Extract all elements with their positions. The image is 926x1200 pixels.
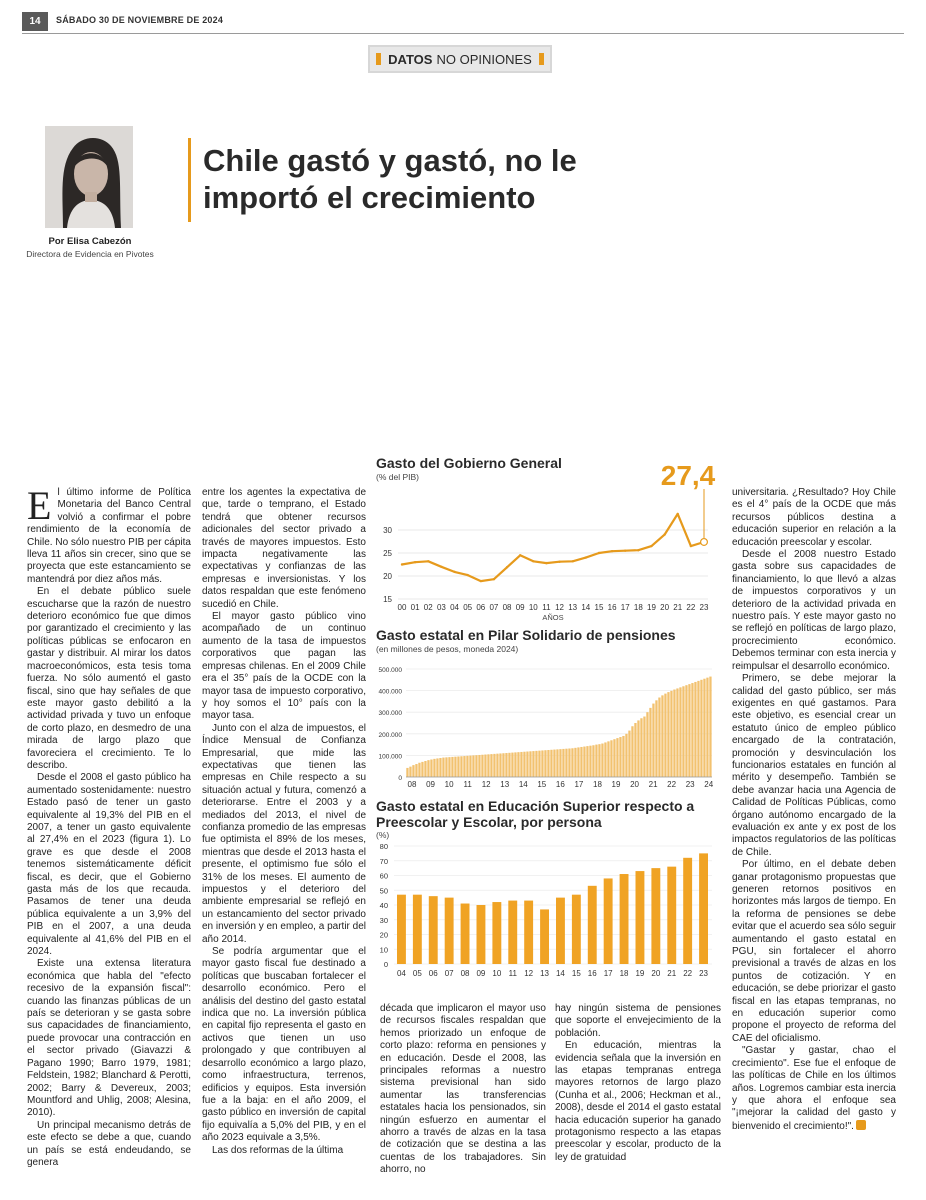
chart2-bar: [631, 726, 633, 777]
chart1-point: [651, 546, 652, 547]
chart1-point: [480, 580, 481, 581]
paragraph: Las dos reformas de la última: [212, 1144, 344, 1156]
chart1-point: [611, 551, 612, 552]
chart1-x-tick-label: 20: [660, 603, 670, 612]
chart2-bar: [679, 687, 681, 777]
chart3-bar: [604, 878, 613, 964]
article-column-4: [555, 1003, 721, 1164]
chart2-y-tick-label: 400.000: [378, 688, 402, 696]
chart2-bar: [697, 681, 699, 777]
chart2-bar: [595, 745, 597, 777]
chart2-bar: [457, 756, 459, 777]
chart3-bar: [636, 871, 645, 964]
chart1-point: [625, 550, 626, 551]
chart2-bar: [646, 712, 648, 777]
paragraph: El mayor gasto público vino acompañado de un continuo aumento de la tasa de impuestos corporativos que pagan las empresas chilenas. En el 2009 Chile era el 35° país de la OCDE con la mayor tasa de impuesto corporativo, y hoy somos el 10° país con la mayor tasa.: [202, 611, 366, 722]
chart1-point: [467, 574, 468, 575]
chart1-x-axis-label: AÑOS: [542, 613, 564, 622]
chart1-point: [533, 561, 534, 562]
chart2-bar: [580, 747, 582, 777]
chart2-bar: [601, 744, 603, 777]
chart3-x-tick-label: 12: [524, 969, 534, 978]
chart2-bar: [556, 749, 558, 777]
paragraph: Junto con el alza de impuestos, el Índice Mensual de Confianza Empresarial, que mide las expectativas que tienen las empresas en Chile respecto a su situación actual y futura, comenzó a deteriorarse. Entre el 2003 y a mediados del 2013, el nivel de confianza promedio de las empresas fue optimista el 89% de los meses, mientras que desde el 2013 hasta el presente, el optimismo fue sólo el 31% de los meses. El aumento de impuestos y el deterioro del ambiente empresarial se reflejó en un estancamiento del sector privado en inversión y en empleo, a partir del año 2014.: [202, 722, 366, 945]
chart3-bar: [492, 902, 501, 964]
chart2-bar: [472, 755, 474, 777]
issue-date: SÁBADO 30 DE NOVIEMBRE DE 2024: [56, 15, 224, 25]
chart3-bar: [556, 898, 565, 964]
chart1-line-chart: [372, 455, 720, 625]
chart2-bar: [583, 747, 585, 777]
chart1-x-tick-label: 02: [423, 603, 433, 612]
chart2-x-tick-label: 13: [500, 780, 510, 789]
chart3-x-tick-label: 04: [396, 969, 406, 978]
chart2-bar: [700, 680, 702, 777]
chart2-x-tick-label: 15: [537, 780, 547, 789]
chart2-bar: [655, 700, 657, 777]
chart2-x-tick-label: 21: [648, 780, 658, 789]
chart2-bar: [433, 759, 435, 777]
chart3-subtitle: (%): [376, 830, 390, 840]
chart2-x-tick-label: 09: [426, 780, 435, 789]
chart2-x-tick-label: 12: [481, 780, 491, 789]
chart1-point: [585, 557, 586, 558]
chart2-bar: [502, 753, 504, 777]
section-label-bold: DATOS: [388, 51, 433, 67]
chart2-bar: [415, 764, 417, 777]
chart2-bar: [517, 752, 519, 777]
chart3-bar: [683, 858, 692, 964]
chart1-subtitle: (% del PIB): [376, 472, 419, 482]
chart3-bar: [413, 895, 422, 964]
chart3-y-tick-label: 30: [379, 915, 388, 925]
chart2-bar: [682, 686, 684, 777]
chart2-bar: [568, 748, 570, 777]
chart3-x-tick-label: 08: [460, 969, 470, 978]
chart2-bar: [658, 698, 660, 777]
chart2-bar: [607, 741, 609, 777]
chart2-bar: [667, 692, 669, 777]
chart1-point: [454, 571, 455, 572]
chart2-x-tick-label: 14: [518, 780, 528, 789]
chart2-y-tick-label: 500.000: [378, 667, 402, 674]
chart3-x-tick-label: 10: [492, 969, 502, 978]
author-role: Directora de Evidencia en Pivotes: [26, 249, 154, 259]
chart2-bar: [673, 690, 675, 777]
chart1-x-tick-label: 13: [568, 603, 578, 612]
chart3-bar: [620, 874, 629, 964]
paragraph: Existe una extensa literatura económica que habla del "efecto recesivo de la expansión fiscal": cuando las finanzas públicas de un país se deterioran y se gasta sobre sus capacidades de financiamiento, puede provocar una contracción en el sector privado (Giavazzi & Pagano 1990; Barro 1979, 1981; Feldstein, 1982; Blanchard & Perotti, 2002; Barry & Devereux, 2003; Mountford and Uhlig, 2008; Alesina, 2010).: [27, 958, 191, 1119]
chart1-x-tick-label: 07: [489, 603, 499, 612]
chart2-bar: [463, 756, 465, 777]
chart2-bar: [505, 753, 507, 777]
chart2-x-tick-label: 17: [574, 780, 584, 789]
page-number: 14: [22, 12, 48, 31]
chart1-y-tick-label: 20: [383, 572, 392, 581]
chart2-bar: [544, 750, 546, 777]
chart2-bar: [592, 745, 594, 777]
chart3-y-tick-label: 70: [379, 856, 388, 866]
chart3-y-tick-label: 40: [379, 901, 388, 910]
chart2-bar: [541, 750, 543, 777]
chart1-point: [428, 561, 429, 562]
title-accent-bar: [188, 138, 191, 222]
chart1-point: [441, 566, 442, 567]
chart3-bar: [524, 901, 533, 964]
paragraph: década que implicaron el mayor uso de recursos fiscales respaldan que hemos priorizado un enfoque de corto plazo: reforma en pensiones y en educación. Desde el 2008, las principales reformas a nuestro sistema previsional han sido aumentar las transferencias estatales hacia los pensionados, sin ningún esfuerzo en aumentar el ahorro a través de alzas en la tasa de cotización que se destina a las cuentas de los trabajadores. Sin ahorro, no: [380, 1003, 546, 1176]
chart2-bar: [574, 748, 576, 777]
chart2-bar: [562, 749, 564, 777]
chart1-x-tick-label: 03: [436, 603, 446, 612]
chart2-bar: [520, 752, 522, 777]
chart1-point: [506, 567, 507, 568]
chart3-y-tick-label: 20: [379, 930, 388, 940]
chart3-bar: [651, 868, 660, 964]
paragraph: El último informe de Política Monetaria del Banco Central volvió a confirmar el pobre rendimiento de la economía de Chile. No sólo nuestro PIB per cápita lleva 11 años sin crecer, sino que se proyecta que este estancamiento se mantendrá por diez años más.: [27, 483, 191, 585]
chart1-point: [690, 546, 691, 547]
article-column-1: [27, 483, 191, 1169]
page-header: [22, 12, 904, 34]
author-photo: [45, 126, 133, 228]
chart3-title: Gasto estatal en Educación Superior respecto a Preescolar y Escolar, por persona: [376, 798, 695, 830]
paragraph: En educación, mientras la evidencia señala que la inversión en las etapas tempranas entrega mayores retornos de largo plazo (Cunha et al., 2006; Heckman et al., 2008), desde el 2014 el gasto estatal hacia educación superior ha ganado protagonismo respecto a las etapas preescolar y escolar, producto de la ley de gratuidad: [555, 1040, 721, 1163]
chart3-bar: [461, 904, 470, 964]
chart2-y-tick-label: 300.000: [378, 710, 402, 718]
chart2-bar: [508, 753, 510, 777]
chart2-bar: [703, 679, 705, 777]
article-headline: Chile gastó y gastó, no le importó el crecimiento: [203, 143, 577, 215]
chart2-x-tick-label: 24: [704, 780, 714, 789]
chart2-bar: [424, 761, 426, 777]
chart2-y-tick-label: 0: [398, 775, 402, 782]
chart1-x-tick-label: 10: [528, 603, 538, 612]
chart2-bar: [532, 751, 534, 777]
chart2-bar: [571, 748, 573, 777]
chart2-bar: [676, 688, 678, 777]
chart1-point: [701, 539, 708, 546]
chart2-bar: [454, 757, 456, 777]
chart2-bar: [598, 744, 600, 777]
chart2-bar: [664, 694, 666, 777]
chart3-x-tick-label: 13: [540, 969, 550, 978]
chart2-x-tick-label: 23: [685, 780, 695, 789]
chart2-bar: [538, 751, 540, 777]
chart2-bar: [688, 684, 690, 777]
chart1-x-tick-label: 17: [620, 603, 630, 612]
chart2-bar: [442, 758, 444, 777]
paragraph: universitaria. ¿Resultado? Hoy Chile es el 4° país de la OCDE que más recursos públicos destina a educación superior en relación a la educación preescolar y escolar.: [732, 487, 896, 548]
chart3-bar: [699, 853, 708, 964]
chart1-point: [493, 579, 494, 580]
chart2-bar: [685, 685, 687, 777]
chart1-x-tick-label: 01: [410, 603, 420, 612]
chart2-bar: [691, 683, 693, 777]
chart2-bar: [610, 740, 612, 777]
chart2-x-tick-label: 18: [593, 780, 602, 789]
chart3-bar: [588, 886, 597, 964]
chart2-bar: [484, 755, 486, 777]
chart3-bar: [429, 896, 438, 964]
chart1-x-tick-label: 15: [594, 603, 604, 612]
chart2-bar: [709, 677, 711, 777]
chart2-x-tick-label: 20: [630, 780, 639, 789]
chart3-bar: [667, 867, 676, 964]
chart2-bar: [547, 750, 549, 777]
chart2-bar: [496, 754, 498, 777]
chart1-x-tick-label: 04: [450, 603, 459, 612]
chart1-y-tick-label: 15: [383, 595, 392, 604]
chart2-bar: [604, 742, 606, 777]
paragraph: Desde el 2008 nuestro Estado gasta sobre sus capacidades de financiamiento, lo que llevó a alzas de impuestos corporativos y un deterioro de la actividad privada en nuestro país. Y este mayor gasto no se reflejó en políticas de largo plazo, procrecimiento económico. Debemos terminar con esta inercia y reimpulsar el desarrollo económico.: [732, 549, 896, 672]
chart2-bar: [439, 758, 441, 777]
paragraph: hay ningún sistema de pensiones que soporte el envejecimiento de la población.: [555, 1003, 721, 1039]
chart2-bar: [436, 758, 438, 777]
chart1-highlight-label: 27,4: [660, 460, 716, 491]
chart2-bar: [406, 768, 408, 777]
chart1-point: [572, 561, 573, 562]
chart1-x-tick-label: 12: [555, 603, 565, 612]
chart1-x-tick-label: 22: [686, 603, 696, 612]
chart2-bar: [487, 754, 489, 777]
chart2-x-tick-label: 08: [407, 780, 417, 789]
chart1-point: [401, 564, 402, 565]
chart2-bar: [430, 760, 432, 777]
chart2-x-tick-label: 19: [611, 780, 621, 789]
chart2-bar: [499, 753, 501, 777]
chart1-x-tick-label: 08: [502, 603, 512, 612]
chart2-bar: [445, 757, 447, 777]
chart1-series-line: [402, 514, 704, 581]
chart3-x-tick-label: 16: [587, 969, 597, 978]
chart2-bar: [586, 746, 588, 777]
chart1-x-tick-label: 23: [699, 603, 709, 612]
chart2-bar: [448, 757, 450, 777]
chart1-x-tick-label: 09: [515, 603, 525, 612]
chart2-bar: [637, 720, 639, 777]
chart2-bar: [661, 695, 663, 777]
chart1-y-tick-label: 25: [383, 549, 392, 558]
article-column-5: [732, 487, 896, 1133]
chart2-bar: [535, 751, 537, 777]
end-mark-icon: [856, 1120, 866, 1130]
author-name: Por Elisa Cabezón: [48, 236, 132, 247]
chart2-bar: [493, 754, 495, 777]
chart3-x-tick-label: 07: [444, 969, 454, 978]
chart2-bar: [589, 746, 591, 777]
chart3-x-tick-label: 17: [603, 969, 613, 978]
chart3-bar: [445, 898, 454, 964]
chart2-bar: [421, 762, 423, 777]
chart2-bar: [478, 755, 480, 777]
chart1-x-tick-label: 05: [463, 603, 473, 612]
chart3-x-tick-label: 18: [619, 969, 629, 978]
chart2-bar-chart: [372, 655, 720, 793]
paragraph: Por último, en el debate deben ganar protagonismo propuestas que generen retornos positivos en horizontes más largos de tiempo. En la reforma de pensiones se debe evitar que el acuerdo sea sólo seguir aumentando el gasto estatal en PGU, sin fortalecer el ahorro previsional a través de alzas en los puntos de cotización. Y en educación, se debe priorizar el gasto fiscal en las etapas tempranas, no en educación superior como propone el proyecto de reforma del CAE del oficialismo.: [732, 859, 896, 1044]
chart2-bar: [625, 734, 627, 777]
chart2-bar: [652, 704, 654, 777]
chart1-point: [664, 534, 665, 535]
chart3-y-tick-label: 0: [383, 960, 388, 969]
chart2-bar: [559, 749, 561, 777]
chart2-bar: [613, 739, 615, 777]
chart1-x-tick-label: 14: [581, 603, 591, 612]
chart2-bar: [529, 751, 531, 777]
chart2-bar: [466, 756, 468, 777]
chart2-x-tick-label: 22: [667, 780, 677, 789]
chart2-bar: [511, 753, 513, 777]
chart2-subtitle: (en millones de pesos, moneda 2024): [376, 644, 519, 654]
chart2-bar: [475, 755, 477, 777]
chart3-x-tick-label: 14: [555, 969, 565, 978]
chart2-x-tick-label: 10: [444, 780, 454, 789]
chart2-bar: [526, 752, 528, 777]
chart3-bar-chart: [372, 838, 720, 988]
chart1-x-tick-label: 21: [673, 603, 683, 612]
chart2-bar: [694, 682, 696, 777]
chart1-point: [638, 550, 639, 551]
paragraph: En el debate público suele escucharse que la razón de nuestro deterioro económico fue que dimos por garantizado el crecimiento y las políticas públicas se enfocaron en gastar y distribuir. Al mirar los datos macroeconómicos, esta tesis toma fuerza. No sólo aumentó el gasto fiscal, sino que hay señales de que este mayor gasto debilitó a la actividad privada y tuvo un enfoque de corto plazo, en desmedro de una mirada de largo plazo que favoreciera el crecimiento. Te lo describo.: [27, 586, 191, 771]
chart2-x-tick-label: 11: [463, 780, 472, 789]
chart2-y-tick-label: 200.000: [378, 731, 402, 739]
paragraph: "Gastar y gastar, chao el crecimiento". Ese fue el enfoque de las políticas de Chile en los últimos años. Logremos cambiar esta inercia y que ahora el enfoque sea "¡mejorar la calidad del gasto y bienvenido el crecimiento!".: [732, 1045, 896, 1132]
chart2-bar: [469, 756, 471, 777]
chart2-bar: [619, 737, 621, 777]
paragraph: Un principal mecanismo detrás de este efecto se debe a que, cuando un país se está endeudando, se genera: [27, 1119, 191, 1168]
chart3-x-tick-label: 11: [508, 969, 517, 978]
chart2-bar: [523, 752, 525, 777]
chart2-bar: [514, 752, 516, 777]
chart1-x-tick-label: 18: [633, 603, 643, 612]
chart1-point: [677, 513, 678, 514]
chart3-y-tick-label: 80: [379, 842, 388, 851]
drop-cap: E: [27, 483, 52, 528]
chart3-x-tick-label: 19: [635, 969, 645, 978]
chart3-y-tick-label: 10: [379, 945, 388, 955]
chart2-x-tick-label: 16: [555, 780, 565, 789]
chart2-y-tick-label: 100.000: [378, 753, 402, 761]
chart1-x-tick-label: 16: [607, 603, 617, 612]
chart1-x-tick-label: 00: [397, 603, 407, 612]
paragraph: Se podría argumentar que el mayor gasto fiscal fue destinado a políticas que buscaban fortalecer el desarrollo económico. Pero el análisis del destino del gasto estatal indica que no. La inversión pública en capital fijo representa el gasto en activos que tienen un uso prolongado y que contribuyen al desarrollo económico a largo plazo, como infraestructura, terrenos, edificios y equipos. Esta inversión fue a la baja: en el año 2009, el gasto público en inversión de capital fijo equivalía a 5,0% del PIB, y en el año 2023 equivale a 3,5%.: [202, 946, 366, 1144]
chart3-bar: [572, 895, 581, 964]
chart2-bar: [640, 718, 642, 777]
chart3-bar: [540, 909, 549, 964]
chart2-bar: [577, 747, 579, 777]
chart3-x-tick-label: 20: [651, 969, 661, 978]
chart1-point: [520, 555, 521, 556]
chart3-x-tick-label: 22: [683, 969, 693, 978]
chart2-bar: [565, 749, 567, 777]
chart3-bar: [397, 895, 406, 964]
chart1-point: [559, 561, 560, 562]
chart3-bar: [477, 905, 486, 964]
chart3-bar: [508, 901, 517, 964]
paragraph: entre los agentes la expectativa de que, tarde o temprano, el Estado tendrá que obtener recursos adicionales del sector privado a través de mayores impuestos. Esto impacta negativamente las expectativas y confianzas de las empresas e inversionistas. Y los datos respaldan que este fenómeno sucedió en Chile.: [202, 487, 366, 610]
article-column-2: [202, 487, 366, 1157]
chart3-y-tick-label: 60: [379, 871, 388, 881]
chart3-y-tick-label: 50: [379, 886, 388, 896]
chart2-bar: [706, 678, 708, 777]
chart2-title: Gasto estatal en Pilar Solidario de pensiones: [376, 627, 676, 643]
chart2-bar: [550, 750, 552, 777]
article-column-3: [380, 1003, 546, 1177]
chart1-title: Gasto del Gobierno General: [376, 455, 562, 471]
chart3-x-tick-label: 15: [571, 969, 581, 978]
chart1-x-tick-label: 19: [647, 603, 656, 612]
chart2-bar: [481, 755, 483, 777]
chart2-bar: [643, 717, 645, 777]
chart2-bar: [628, 731, 630, 777]
chart3-x-tick-label: 06: [428, 969, 438, 978]
chart1-x-tick-label: 11: [542, 603, 551, 612]
chart1-point: [598, 552, 599, 553]
chart2-bar: [649, 708, 651, 777]
chart2-bar: [553, 750, 555, 777]
chart3-x-tick-label: 09: [476, 969, 486, 978]
chart2-bar: [451, 757, 453, 777]
chart2-bar: [460, 756, 462, 777]
chart2-bar: [634, 723, 636, 777]
chart2-bar: [616, 738, 618, 777]
chart2-bar: [670, 691, 672, 777]
chart1-y-tick-label: 30: [383, 526, 392, 535]
paragraph: Primero, se debe mejorar la calidad del gasto público, ser más exigentes en qué gastamos. Para este objetivo, es esencial crear un estatuto único de empleo público encargado de la contratación, promoción y desvinculación los funcionarios estatales en función al mérito y desempeño. También se debe avanzar hacia una Agencia de Calidad de Políticas Públicas, como órgano autónomo encargado de la evaluación ex ante y ex post de los impactos regulatorios de las políticas de Chile.: [732, 673, 896, 858]
paragraph: Desde el 2008 el gasto público ha aumentado sostenidamente: nuestro Estado pasó de tener un gasto equivalente al 19,3% del PIB en el 2007, a tener un gasto equivalente al 27,4% en el 2023 (figura 1). Lo grave es que desde el 2008 tenemos sistemáticamente déficit fiscal, es decir, que el Gobierno gasta más de los que recauda. Pasamos de tener una deuda pública equivalente a un 3,9% del PIB en el 2007, a una deuda equivalente al 41,6% del PIB en el 2024.: [27, 772, 191, 958]
chart1-point: [546, 563, 547, 564]
chart1-point: [415, 562, 416, 563]
chart2-bar: [418, 763, 420, 777]
chart1-x-tick-label: 06: [476, 603, 486, 612]
chart2-bar: [490, 754, 492, 777]
chart2-bar: [409, 767, 411, 777]
chart2-bar: [622, 736, 624, 777]
chart3-x-tick-label: 23: [699, 969, 709, 978]
chart3-x-tick-label: 05: [412, 969, 422, 978]
section-label-light: NO OPINIONES: [436, 51, 532, 67]
chart3-x-tick-label: 21: [667, 969, 677, 978]
chart2-bar: [412, 765, 414, 777]
section-badge: [368, 45, 552, 73]
chart2-bar: [427, 760, 429, 777]
